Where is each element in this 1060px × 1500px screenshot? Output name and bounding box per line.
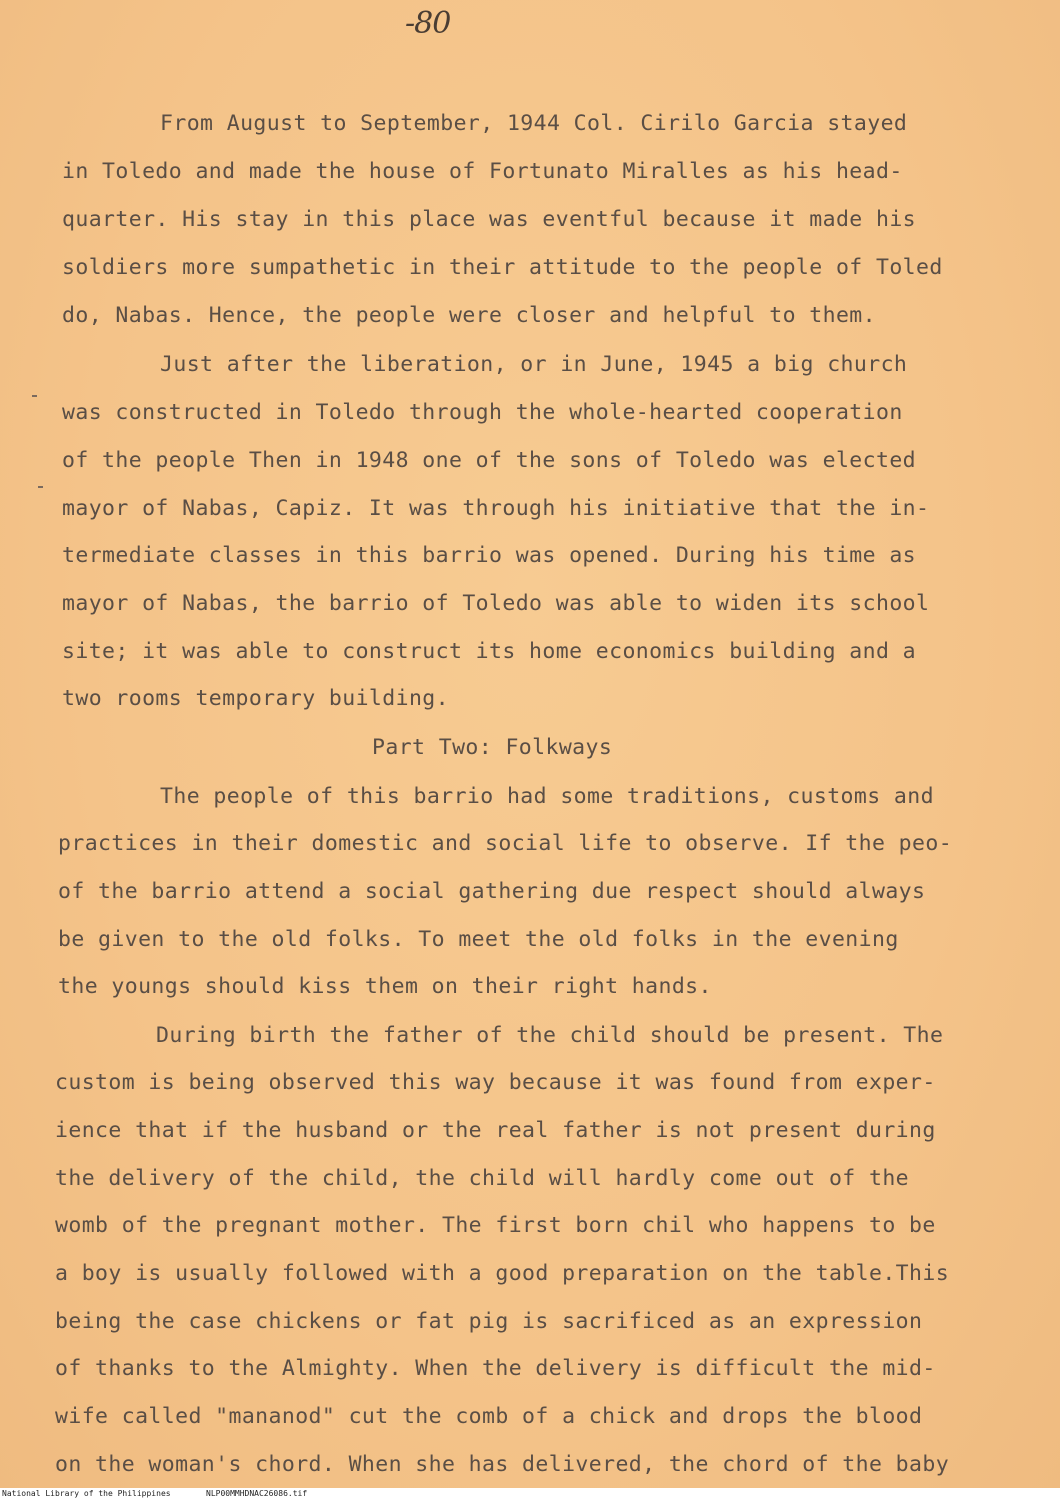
paragraph-line: soldiers more sumpathetic in their attitude to the people of Toled <box>62 255 943 280</box>
paragraph-line: being the case chickens or fat pig is sacrificed as an expression <box>55 1309 923 1334</box>
paragraph-line: The people of this barrio had some traditions, customs and <box>160 784 934 809</box>
paragraph-line: of the barrio attend a social gathering due respect should always <box>58 879 926 904</box>
paragraph-line: of thanks to the Almighty. When the delivery is difficult the mid- <box>55 1356 936 1381</box>
paragraph-line: the delivery of the child, the child will hardly come out of the <box>55 1166 910 1191</box>
paragraph-line: womb of the pregnant mother. The first born chil who happens to be <box>55 1213 936 1238</box>
paragraph-line: quarter. His stay in this place was eventful because it made his <box>62 207 917 232</box>
paragraph-line: custom is being observed this way because it was found from exper- <box>55 1070 936 1095</box>
paragraph-line: mayor of Nabas, the barrio of Toledo was able to widen its school <box>62 591 930 616</box>
paragraph-line: of the people Then in 1948 one of the sons of Toledo was elected <box>62 448 917 473</box>
paragraph-line: mayor of Nabas, Capiz. It was through his initiative that the in- <box>62 496 930 521</box>
footer-filename: NLP00MMHDNAC26086.tif <box>206 1489 308 1498</box>
paragraph-line: two rooms temporary building. <box>62 686 449 711</box>
paragraph-line: From August to September, 1944 Col. Cirilo Garcia stayed <box>160 111 908 136</box>
paragraph-line: Just after the liberation, or in June, 1945 a big church <box>160 352 908 377</box>
paragraph-line: the youngs should kiss them on their right hands. <box>58 974 712 999</box>
paragraph-line: was constructed in Toledo through the whole-hearted cooperation <box>62 400 903 425</box>
margin-mark <box>38 486 43 488</box>
paragraph-line: a boy is usually followed with a good preparation on the table.This <box>55 1261 950 1286</box>
paragraph-line: on the woman's chord. When she has delivered, the chord of the baby <box>55 1452 950 1477</box>
paragraph-line: be given to the old folks. To meet the old folks in the evening <box>58 927 899 952</box>
paragraph-line: wife called "mananod" cut the comb of a chick and drops the blood <box>55 1404 923 1429</box>
scan-footer <box>0 1488 1060 1500</box>
margin-mark <box>32 395 37 397</box>
paragraph-line: ience that if the husband or the real father is not present during <box>55 1118 936 1143</box>
paragraph-line: termediate classes in this barrio was opened. During his time as <box>62 543 917 568</box>
footer-source: National Library of the Philippines <box>2 1489 171 1498</box>
paragraph-line: in Toledo and made the house of Fortunato Miralles as his head- <box>62 159 903 184</box>
section-heading: Part Two: Folkways <box>372 735 613 760</box>
paragraph-line: site; it was able to construct its home economics building and a <box>62 639 917 664</box>
page-number: -80 <box>405 6 451 41</box>
paragraph-line: do, Nabas. Hence, the people were closer and helpful to them. <box>62 303 876 328</box>
paragraph-line: practices in their domestic and social life to observe. If the peo- <box>58 831 953 856</box>
paragraph-line: During birth the father of the child should be present. The <box>156 1023 944 1048</box>
